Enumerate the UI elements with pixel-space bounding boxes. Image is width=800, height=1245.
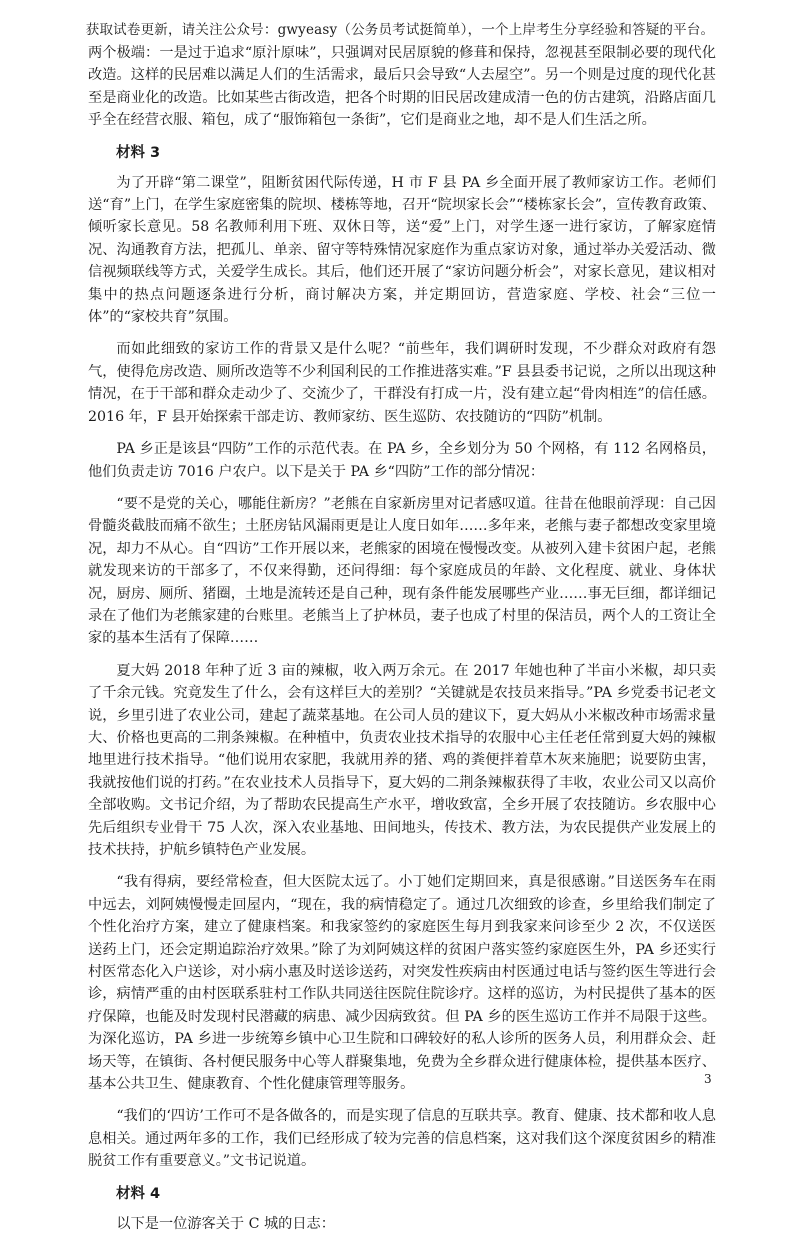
section-heading-material-3: 材料 3	[116, 144, 161, 161]
paragraph-tourist-log: 以下是一位游客关于 C 城的日志：	[116, 1215, 335, 1232]
page-header: 获取试卷更新，请关注公众号：gwyeasy（公务员考试挺简单），一个上岸考生分享经验和答疑的平台。	[85, 22, 715, 38]
paragraph-intro-continuation: 两个极端：一是过于追求“原汁原味”，只强调对民居原貌的修葺和保持，忽视甚至限制必要的现代化改造。这样的民居难以满足人们的生活需求，最后只会导致“人去屋空”。另一个则是过度的现代化甚至是商业化的改造。比如某些古街改造，把各个时期的旧民居改建成清一色的仿古建筑，沿路店面几乎全在经营衣服、箱包，成了“服饰箱包一条街”，它们是商业之地，却不是人们生活之所。	[88, 45, 716, 129]
paragraph-lao-xiong: “要不是党的关心，哪能住新房？”老熊在自家新房里对记者感叹道。往昔在他眼前浮现：自己因骨髓炎截肢而痛不欲生；土胚房钻风漏雨更是让人度日如年……多年来，老熊与妻子都想改变家里境况，却力不从心。自“四访”工作开展以来，老熊家的困境在慢慢改变。从被列入建卡贫困户起，老熊就发现来访的干部多了，不仅来得勤，还问得细：每个家庭成员的年龄、文化程度、就业、身体状况，厨房、厕所、猪圈，土地是流转还是自己种，现有条件能发展哪些产业……事无巨细，都详细记录在了他们为老熊家建的台账里。老熊当上了护林员，妻子也成了村里的保洁员，两个人的工资让全家的基本生活有了保障……	[88, 495, 716, 647]
paragraph-pa-township: PA 乡正是该县“四防”工作的示范代表。在 PA 乡，全乡划分为 50 个网格，有 112 名网格员，他们负责走访 7016 户农户。以下是关于 PA 乡“四防”工作的部分情况：	[88, 441, 716, 480]
paragraph-liu-ayi: “我有得病，要经常检查，但大医院太远了。小丁她们定期回来，真是很感谢。”目送医务车在雨中远去，刘阿姨慢慢走回屋内，“现在，我的病情稳定了。通过几次细致的诊查，乡里给我们制定了个性化治疗方案，建立了健康档案。和我家签约的家庭医生每月到我家来问诊至少 2 次，不仅送医送药上门，还会定期追踪治疗效果。”除了为刘阿姨这样的贫困户落实签约家庭医生外，PA 乡还实行村医常态化入户送诊，对小病小惠及时送诊送药，对突发性疾病由村医通过电话与签约医生等进行会诊，病情严重的由村医联系驻村工作队共同送往医院住院诊疗。这样的巡访，为村民提供了基本的医疗保障，也能及时发现村民潜藏的病患、减少因病致贫。但 PA 乡的医生巡访工作并不局限于这些。为深化巡访，PA 乡进一步统筹乡镇中心卫生院和口碑较好的私人诊所的医务人员，利用群众会、赶场天等，在镇街、各村便民服务中心等人群聚集地，免费为全乡群众进行健康体检，提供基本医疗、基本公共卫生、健康教育、个性化健康管理等服务。	[88, 874, 716, 1093]
page-number: 3	[704, 1072, 712, 1086]
paragraph-info-sharing: “我们的‘四访’工作可不是各做各的，而是实现了信息的互联共享。教育、健康、技术都和收人息息相关。通过两年多的工作，我们已经形成了较为完善的信息档案，这对我们这个深度贫困乡的精准脱贫工作有重要意义。”文书记说道。	[88, 1108, 716, 1170]
paragraph-xia-dama: 夏大妈 2018 年种了近 3 亩的辣椒，收入两万余元。在 2017 年她也种了半亩小米椒，却只卖了千余元钱。究竟发生了什么，会有这样巨大的差别？“关键就是农技员来指导。”PA 乡党委书记老文说，乡里引进了农业公司，建起了蔬菜基地。在公司人员的建议下，夏大妈从小米椒改种市场需求量大、价格也更高的二荆条辣椒。在种植中，负责农业技术指导的农服中心主任老任常到夏大妈的辣椒地里进行技术指导。“他们说用农家肥，我就用养的猪、鸡的粪便拌着草木灰来施肥；说要防虫害，我就按他们说的打药。”在农业技术人员指导下，夏大妈的二荆条辣椒获得了丰收，农业公司又以高价全部收购。文书记介绍，为了帮助农民提高生产水平，增收致富，全乡开展了农技随访。乡农服中心先后组织专业骨干 75 人次，深入农业基地、田间地头，传技术、教方法，为农民提供产业发展上的技术扶持，护航乡镇特色产业发展。	[88, 662, 716, 858]
paragraph-home-visits: 为了开辟“第二课堂”，阻断贫困代际传递，H 市 F 县 PA 乡全面开展了教师家访工作。老师们送“育”上门，在学生家庭密集的院坝、楼栋等地，召开“院坝家长会”“楼栋家长会”，宣传教育政策、倾听家长意见。58 名教师利用下班、双休日等，送“爱”上门，对学生逐一进行家访，了解家庭情况、沟通教育方法，把孤儿、单亲、留守等特殊情况家庭作为重点家访对象，通过举办关爱活动、微信视频联线等方式，关爱学生成长。其后，他们还开展了“家访问题分析会”，对家长意见，建议相对集中的热点问题逐条进行分析，商讨解决方案，并定期回访，营造家庭、学校、社会“三位一体”的“家校共育”氛围。	[88, 174, 716, 326]
document-body	[88, 42, 716, 1245]
paragraph-background: 而如此细致的家访工作的背景又是什么呢？“前些年，我们调研时发现，不少群众对政府有怨气，使得危房改造、厕所改造等不少利国利民的工作推进落实难。”F 县县委书记说，之所以出现这种情况，在于干部和群众走动少了、交流少了，干群没有打成一片，没有建立起“骨肉相连”的信任感。2016 年，F 县开始探索干部走访、教师家纺、医生巡防、农技随访的“四防”机制。	[88, 341, 716, 425]
section-heading-material-4: 材料 4	[116, 1185, 161, 1202]
